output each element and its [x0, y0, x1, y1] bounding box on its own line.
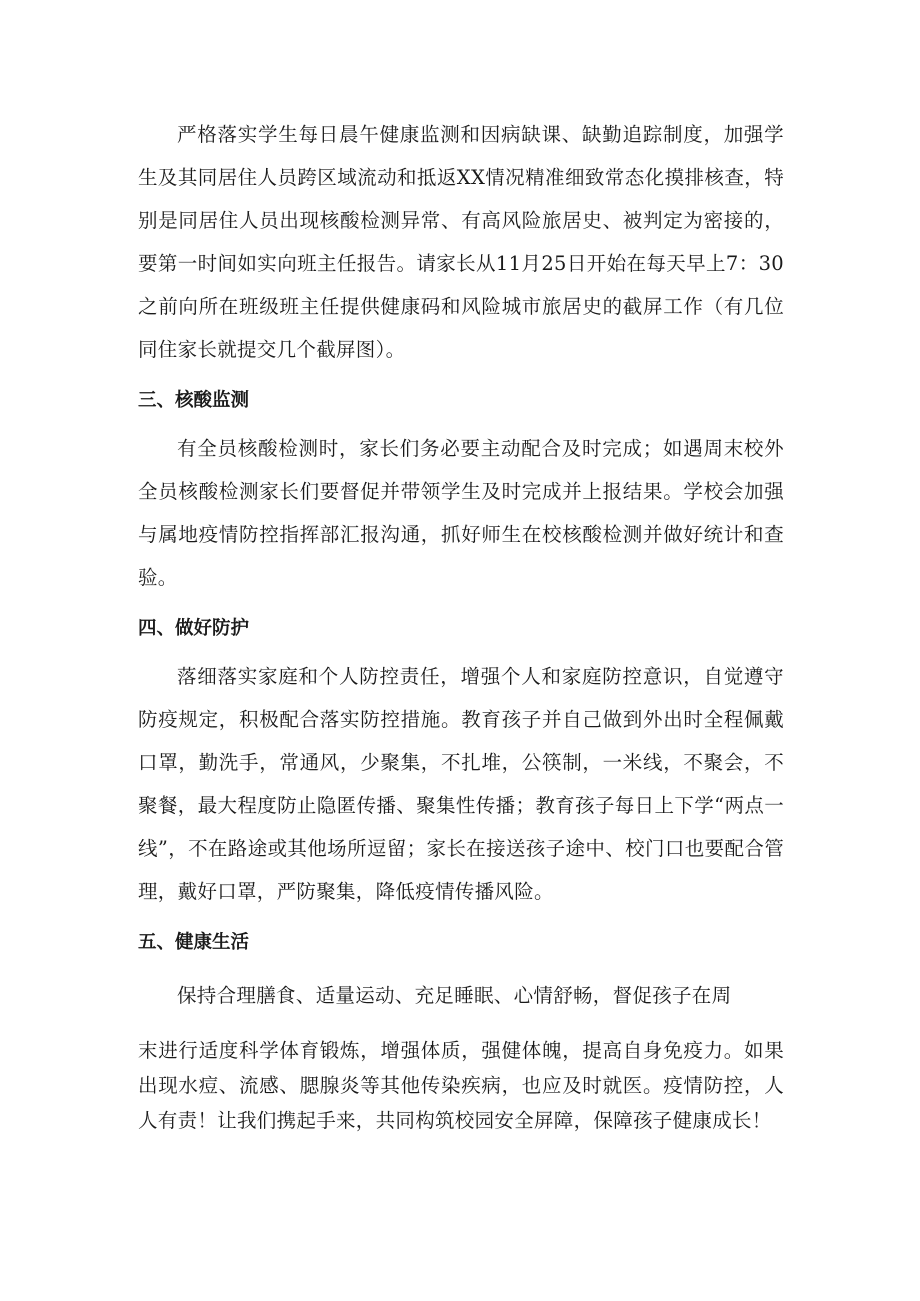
document-page: [138, 113, 784, 1138]
paragraph-tracking: 严格落实学生每日晨午健康监测和因病缺课、缺勤追踪制度，加强学生及其同居住人员跨区域流动和抵返XX情况精准细致常态化摸排核查，特别是同居住人员出现核酸检测异常、有高风险旅居史、被判定为密接的，要第一时间如实向班主任报告。请家长从11月25日开始在每天早上7：30之前向所在班级班主任提供健康码和风险城市旅居史的截屏工作（有几位同住家长就提交几个截屏图）。: [138, 123, 784, 361]
paragraph-healthy-living-first-line: 保持合理膳食、适量运动、充足睡眠、心情舒畅，督促孩子在周: [177, 984, 732, 1007]
paragraph-protection: 落细落实家庭和个人防控责任，增强个人和家庭防控意识，自觉遵守防疫规定，积极配合落实防控措施。教育孩子并自己做到外出时全程佩戴口罩，勤洗手，常通风，少聚集，不扎堆，公筷制，一米线，不聚会，不聚餐，最大程度防止隐匿传播、聚集性传播；教育孩子每日上下学“两点一线”，不在路途或其他场所逗留；家长在接送孩子途中、校门口也要配合管理，戴好口罩，严防聚集，降低疫情传播风险。: [138, 665, 784, 903]
section-heading-protection: 四、做好防护: [138, 618, 250, 639]
section-heading-nucleic-test: 三、核酸监测: [138, 390, 250, 411]
paragraph-nucleic-test: 有全员核酸检测时，家长们务必要主动配合及时完成；如遇周末校外全员核酸检测家长们要督促并带领学生及时完成并上报结果。学校会加强与属地疫情防控指挥部汇报沟通，抓好师生在校核酸检测并做好统计和查验。: [138, 437, 784, 589]
section-heading-healthy-living: 五、健康生活: [138, 932, 250, 953]
paragraph-healthy-living-rest: 末进行适度科学体育锻炼，增强体质，强健体魄，提高自身免疫力。如果出现水痘、流感、腮腺炎等其他传染疾病，也应及时就医。疫情防控，人人有责！让我们携起手来，共同构筑校园安全屏障，保障孩子健康成长！: [138, 1039, 784, 1132]
